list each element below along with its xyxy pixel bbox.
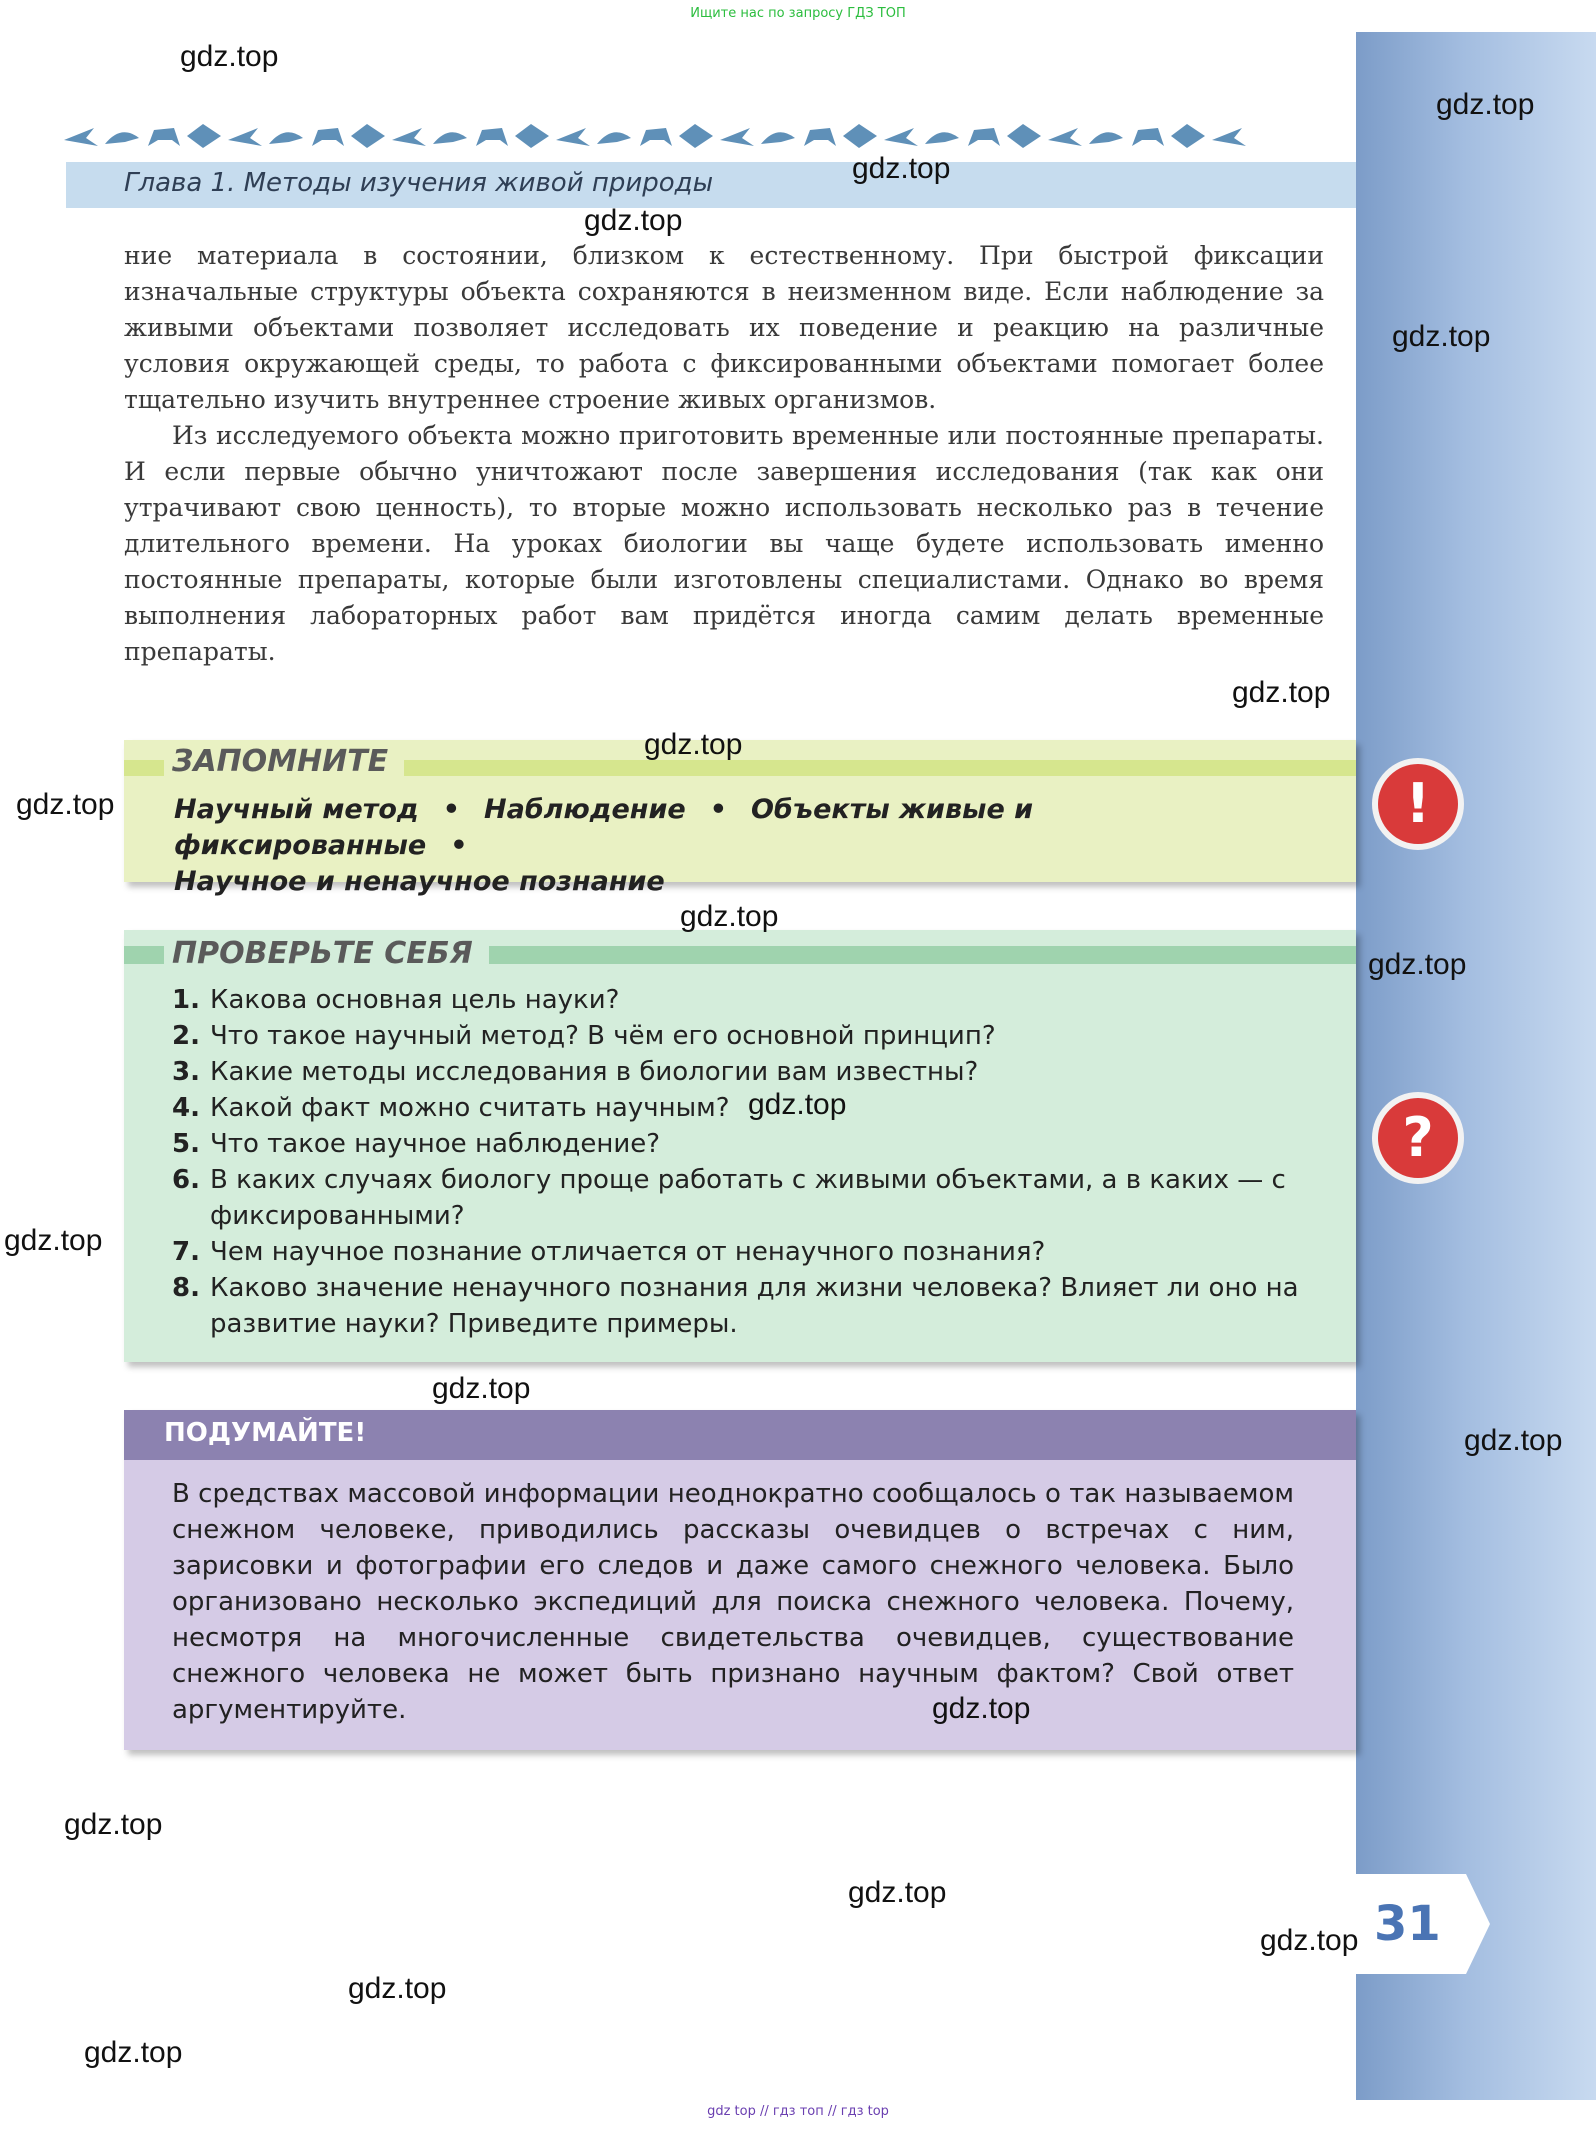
- question-symbol: ?: [1402, 1106, 1434, 1169]
- check-yourself-title: ПРОВЕРЬТЕ СЕБЯ: [164, 936, 489, 971]
- animal-silhouette: [1212, 128, 1246, 146]
- animal-silhouette: [312, 128, 344, 146]
- list-item: [172, 1162, 1312, 1234]
- list-item: [172, 1018, 1312, 1054]
- watermark: gdz.top: [852, 152, 951, 185]
- animal-silhouette: [64, 128, 98, 146]
- chapter-title: Глава 1. Методы изучения живой природы: [124, 168, 714, 198]
- watermark: gdz.top: [4, 1224, 103, 1257]
- exclamation-symbol: !: [1405, 772, 1431, 835]
- remember-term: Научное и ненаучное познание: [174, 866, 665, 897]
- watermark: gdz.top: [748, 1088, 847, 1121]
- animal-silhouette: [925, 132, 959, 144]
- animal-silhouette: [1132, 128, 1164, 146]
- watermark: gdz.top: [16, 788, 115, 821]
- remember-term: Наблюдение: [484, 794, 686, 825]
- question-text: Какой факт можно считать научным?: [210, 1093, 730, 1123]
- watermark: gdz.top: [1436, 88, 1535, 121]
- animal-silhouette: [761, 132, 795, 144]
- animal-silhouette: [843, 124, 877, 148]
- watermark: gdz.top: [84, 2036, 183, 2069]
- list-item: [172, 1234, 1312, 1270]
- list-item: [172, 1270, 1312, 1342]
- watermark: gdz.top: [348, 1972, 447, 2005]
- animal-silhouette: [476, 128, 508, 146]
- question-text: Каково значение ненаучного познания для жизни человека? Влияет ли оно на развитие науки? Приведите примеры.: [210, 1273, 1299, 1339]
- question-text: Что такое научное наблюдение?: [210, 1129, 661, 1159]
- watermark: gdz.top: [680, 900, 779, 933]
- question-number: 3.: [172, 1057, 200, 1087]
- list-item: [172, 1054, 1312, 1090]
- think-title: ПОДУМАЙТЕ!: [164, 1418, 367, 1448]
- question-number: 5.: [172, 1129, 200, 1159]
- animal-silhouette: [804, 128, 836, 146]
- list-item: [172, 1090, 1312, 1126]
- animal-silhouette: [1048, 128, 1082, 146]
- animal-silhouette: [720, 128, 754, 146]
- animal-silhouette: [228, 128, 262, 146]
- animal-silhouette: [1171, 124, 1205, 148]
- question-text: Какова основная цель науки?: [210, 985, 620, 1015]
- remember-terms: [174, 792, 1324, 900]
- animal-silhouette: [968, 128, 1000, 146]
- think-box: [124, 1410, 1356, 1750]
- watermark: gdz.top: [848, 1876, 947, 1909]
- body-paragraph: ние материала в состоянии, близком к естественному. При быстрой фиксации изначальные структуры объекта сохраняются в неизменном виде. Если наблюдение за живыми объектами позволяет исследовать их поведение и реакцию на различные условия окружающей среды, то работа с фиксированными объектами помогает более тщательно изучить внутреннее строение живых организмов.: [124, 241, 1324, 414]
- question-icon: [1370, 1090, 1466, 1186]
- remember-term: Объекты живые и фиксированные: [174, 794, 1034, 861]
- exclamation-icon: [1370, 756, 1466, 852]
- page-number: 31: [1374, 1896, 1441, 1952]
- watermark: gdz.top: [180, 40, 279, 73]
- list-item: [172, 1126, 1312, 1162]
- footer: gdz top // гдз топ // гдз top: [707, 2104, 889, 2119]
- watermark: gdz.top: [1368, 948, 1467, 981]
- question-number: 4.: [172, 1093, 200, 1123]
- question-number: 8.: [172, 1273, 200, 1303]
- top-banner: Ищите нас по запросу ГДЗ ТОП: [690, 6, 906, 21]
- question-number: 7.: [172, 1237, 200, 1267]
- animal-silhouette: [1007, 124, 1041, 148]
- watermark: gdz.top: [64, 1808, 163, 1841]
- question-text: Чем научное познание отличается от ненаучного познания?: [210, 1237, 1046, 1267]
- watermark: gdz.top: [1232, 676, 1331, 709]
- separator: •: [442, 794, 460, 825]
- body-text: [124, 238, 1324, 670]
- watermark: gdz.top: [432, 1372, 531, 1405]
- animal-silhouette: [1089, 132, 1123, 144]
- remember-term: Научный метод: [174, 794, 419, 825]
- watermark: gdz.top: [1464, 1424, 1563, 1457]
- animal-silhouette: [556, 128, 590, 146]
- animal-silhouette: [640, 128, 672, 146]
- animal-silhouette: [105, 132, 139, 144]
- separator: •: [450, 830, 468, 861]
- watermark: gdz.top: [1392, 320, 1491, 353]
- animal-silhouette: [433, 132, 467, 144]
- question-text: В каких случаях биологу проще работать с живыми объектами, а в каких — с фиксированными?: [210, 1165, 1286, 1231]
- question-text: Что такое научный метод? В чём его основной принцип?: [210, 1021, 996, 1051]
- animal-silhouette: [269, 132, 303, 144]
- animal-silhouette: [597, 132, 631, 144]
- check-yourself-box: [124, 930, 1356, 1362]
- list-item: [172, 982, 1312, 1018]
- animal-silhouette: [515, 124, 549, 148]
- question-list: [172, 982, 1312, 1342]
- body-paragraph: Из исследуемого объекта можно приготовить временные или постоянные препараты. И если первые обычно уничтожают после завершения исследования (так как они утрачивают свою ценность), то вторые можно использовать несколько раз в течение длительного времени. На уроках биологии вы чаще будете использовать именно постоянные препараты, которые были изготовлены специалистами. Однако во время выполнения лабораторных работ вам придётся иногда самим делать временные препараты.: [124, 421, 1324, 666]
- animal-silhouettes-decoration: [64, 116, 1264, 156]
- animal-silhouette: [351, 124, 385, 148]
- question-text: Какие методы исследования в биологии вам известны?: [210, 1057, 979, 1087]
- watermark: gdz.top: [644, 728, 743, 761]
- watermark: gdz.top: [1260, 1924, 1359, 1957]
- question-number: 2.: [172, 1021, 200, 1051]
- animal-silhouette: [679, 124, 713, 148]
- animal-silhouette: [187, 124, 221, 148]
- think-text: В средствах массовой информации неоднократно сообщалось о так называемом снежном человеке, приводились рассказы очевидцев о встречах с ним, зарисовки и фотографии его следов и даже самого снежного человека. Было организовано несколько экспедиций для поиска снежного человека. Почему, несмотря на многочисленные свидетельства очевидцев, существование снежного человека не может быть признано научным фактом? Свой ответ аргументируйте.: [172, 1479, 1294, 1725]
- question-number: 1.: [172, 985, 200, 1015]
- think-header: [124, 1410, 1356, 1460]
- watermark: gdz.top: [584, 204, 683, 237]
- animal-silhouette: [392, 128, 426, 146]
- separator: •: [709, 794, 727, 825]
- question-number: 6.: [172, 1165, 200, 1195]
- animal-silhouette: [148, 128, 180, 146]
- watermark: gdz.top: [932, 1692, 1031, 1725]
- remember-title: ЗАПОМНИТЕ: [164, 744, 404, 779]
- animal-silhouette: [884, 128, 918, 146]
